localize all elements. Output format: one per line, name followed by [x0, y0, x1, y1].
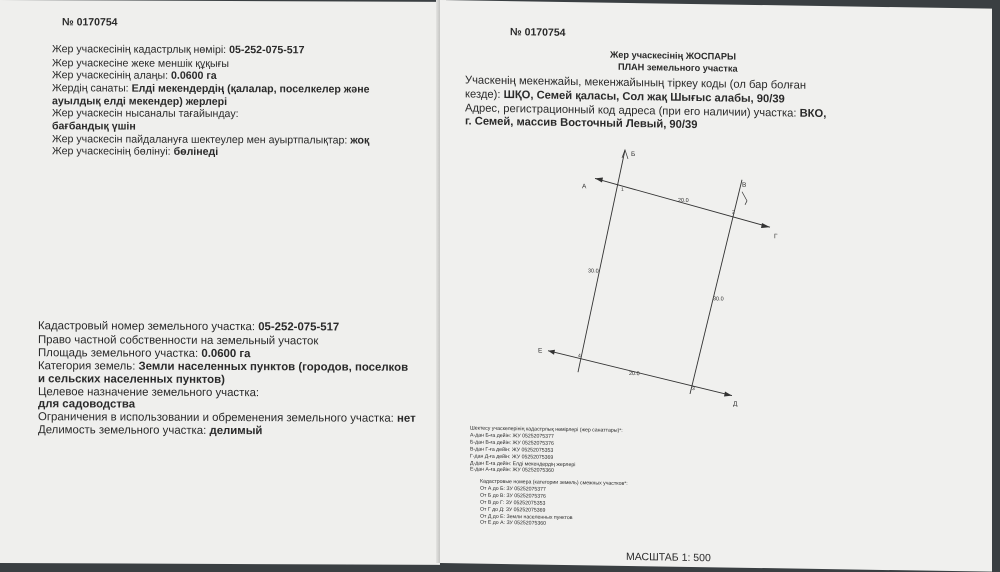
- arrow-d-icon: [724, 391, 732, 396]
- kz-purpose: Жер учаскесін нысаналы тағайындау:: [52, 107, 239, 121]
- kz-category: Жердің санаты: Елді мекендердің (қалалар, поселкелер және: [52, 82, 370, 96]
- ru-category: Категория земель: Земли населенных пунктов (городов, поселков: [38, 360, 409, 374]
- side-length: 20.0: [629, 370, 640, 378]
- side-length: 30.0: [713, 296, 724, 303]
- neighbor-item: Д-дан Е-ға дейін: Елді мекендердің жерлері: [470, 460, 576, 468]
- arrow-e-icon: [548, 350, 555, 355]
- plan-title-kz: Жер учаскесінің ЖОСПАРЫ: [610, 49, 737, 62]
- kz-restrictions: Жер учаскесін пайдалануға шектеулер мен ауыртпалықтар: жоқ: [52, 133, 370, 147]
- neighbor-item: От Е до А: ЗУ 05252075360: [480, 520, 546, 528]
- side-length: 30.0: [588, 268, 599, 275]
- ru-area: Площадь земельного участка: 0.0600 га: [38, 347, 251, 361]
- kz-area: Жер учаскесінің алаңы: 0.0600 га: [52, 69, 217, 82]
- kz-address-label: Учаскенің мекенжайы, мекенжайының тіркеу коды (ол бар болған: [465, 74, 807, 92]
- neighbors-ru-block: [480, 479, 628, 530]
- neighbor-item: От А до Б: ЗУ 05252075377: [480, 485, 546, 493]
- neighbor-item: А-дан Б-ға дейін: ЖУ 05252075377: [470, 432, 554, 440]
- neighbor-item: От Д до Е: Земли населенных пунктов: [480, 513, 573, 521]
- direction-label: В: [742, 181, 747, 189]
- ru-address: г. Семей, массив Восточный Левый, 90/39: [465, 115, 698, 132]
- corner-number: 4: [578, 353, 581, 360]
- ru-divisibility: Делимость земельного участка: делимый: [38, 424, 263, 438]
- neighbor-item: От Б до В: ЗУ 05252075376: [480, 492, 546, 500]
- direction-label: Е: [538, 347, 543, 355]
- neighbor-item: Б-дан В-ға дейін: ЖУ 05252075376: [470, 439, 554, 447]
- ru-right: Право частной собственности на земельный участок: [38, 334, 319, 348]
- kz-address: кезде): ШҚО, Семей қаласы, Сол жақ Шығыс алабы, 90/39: [465, 88, 785, 106]
- neighbor-item: Г-дан Д-ға дейін: ЖУ 05252075369: [470, 453, 554, 461]
- arrow-g-icon: [761, 223, 770, 228]
- neighbors-kz-block: [470, 425, 623, 476]
- neighbor-item: От В до Г: ЗУ 05252075353: [480, 499, 546, 507]
- direction-label: Г: [774, 233, 778, 241]
- neighbors-ru-title: Кадастровые номера (категории земель) смежных участков*:: [480, 478, 628, 487]
- neighbors-kz-title: Шектесу учаскелерінің кадастрлық нөмірлері (жер санаттары)*:: [470, 425, 623, 434]
- boundary-line-e-d: [548, 351, 732, 396]
- kz-right: Жер учаскесіне жеке меншік құқығы: [52, 57, 230, 70]
- corner-number: 2: [732, 209, 735, 216]
- corner-number: 1: [621, 186, 624, 193]
- doc-number: № 0170754: [510, 26, 566, 39]
- ru-restrictions: Ограничения в использовании и обременения земельного участка: нет: [38, 411, 416, 425]
- neighbor-item: От Г до Д: ЗУ 05252075369: [480, 506, 546, 514]
- direction-label: А: [582, 183, 587, 191]
- corner-number: 3: [692, 385, 695, 393]
- plan-title-ru: ПЛАН земельного участка: [618, 61, 738, 74]
- kz-divisibility: Жер учаскесінің бөлінуі: бөлінеді: [52, 145, 219, 158]
- left-page: [0, 0, 440, 565]
- kz-cadastral: Жер учаскесінің кадастрлық нөмірі: 05-252-075-517: [52, 43, 305, 57]
- arrow-a-icon: [595, 177, 603, 182]
- ru-address-label: Адрес, регистрационный код адреса (при его наличии) участка: ВКО,: [465, 102, 827, 121]
- ru-cadastral: Кадастровый номер земельного участка: 05-252-075-517: [38, 320, 340, 334]
- doc-number: № 0170754: [62, 16, 118, 29]
- kz-category-cont: ауылдық елді мекендер) жерлері: [52, 95, 228, 108]
- ru-purpose-value: для садоводства: [38, 398, 136, 411]
- direction-label: Б: [631, 151, 636, 159]
- neighbor-item: В-дан Г-ға дейін: ЖУ 05252075353: [470, 446, 554, 454]
- scale-label: МАСШТАБ 1: 500: [626, 550, 711, 565]
- side-length: 20.0: [678, 197, 689, 204]
- ru-category-cont: и сельских населенных пунктов): [38, 373, 225, 386]
- ru-purpose: Целевое назначение земельного участка:: [38, 386, 260, 400]
- direction-label: Д: [733, 400, 738, 408]
- kz-purpose-value: бағбандық үшін: [52, 120, 136, 133]
- neighbor-item: Е-дан А-ға дейін: ЖУ 05252075360: [470, 466, 554, 475]
- right-page: [440, 0, 992, 572]
- arrow-v-icon: [742, 192, 747, 205]
